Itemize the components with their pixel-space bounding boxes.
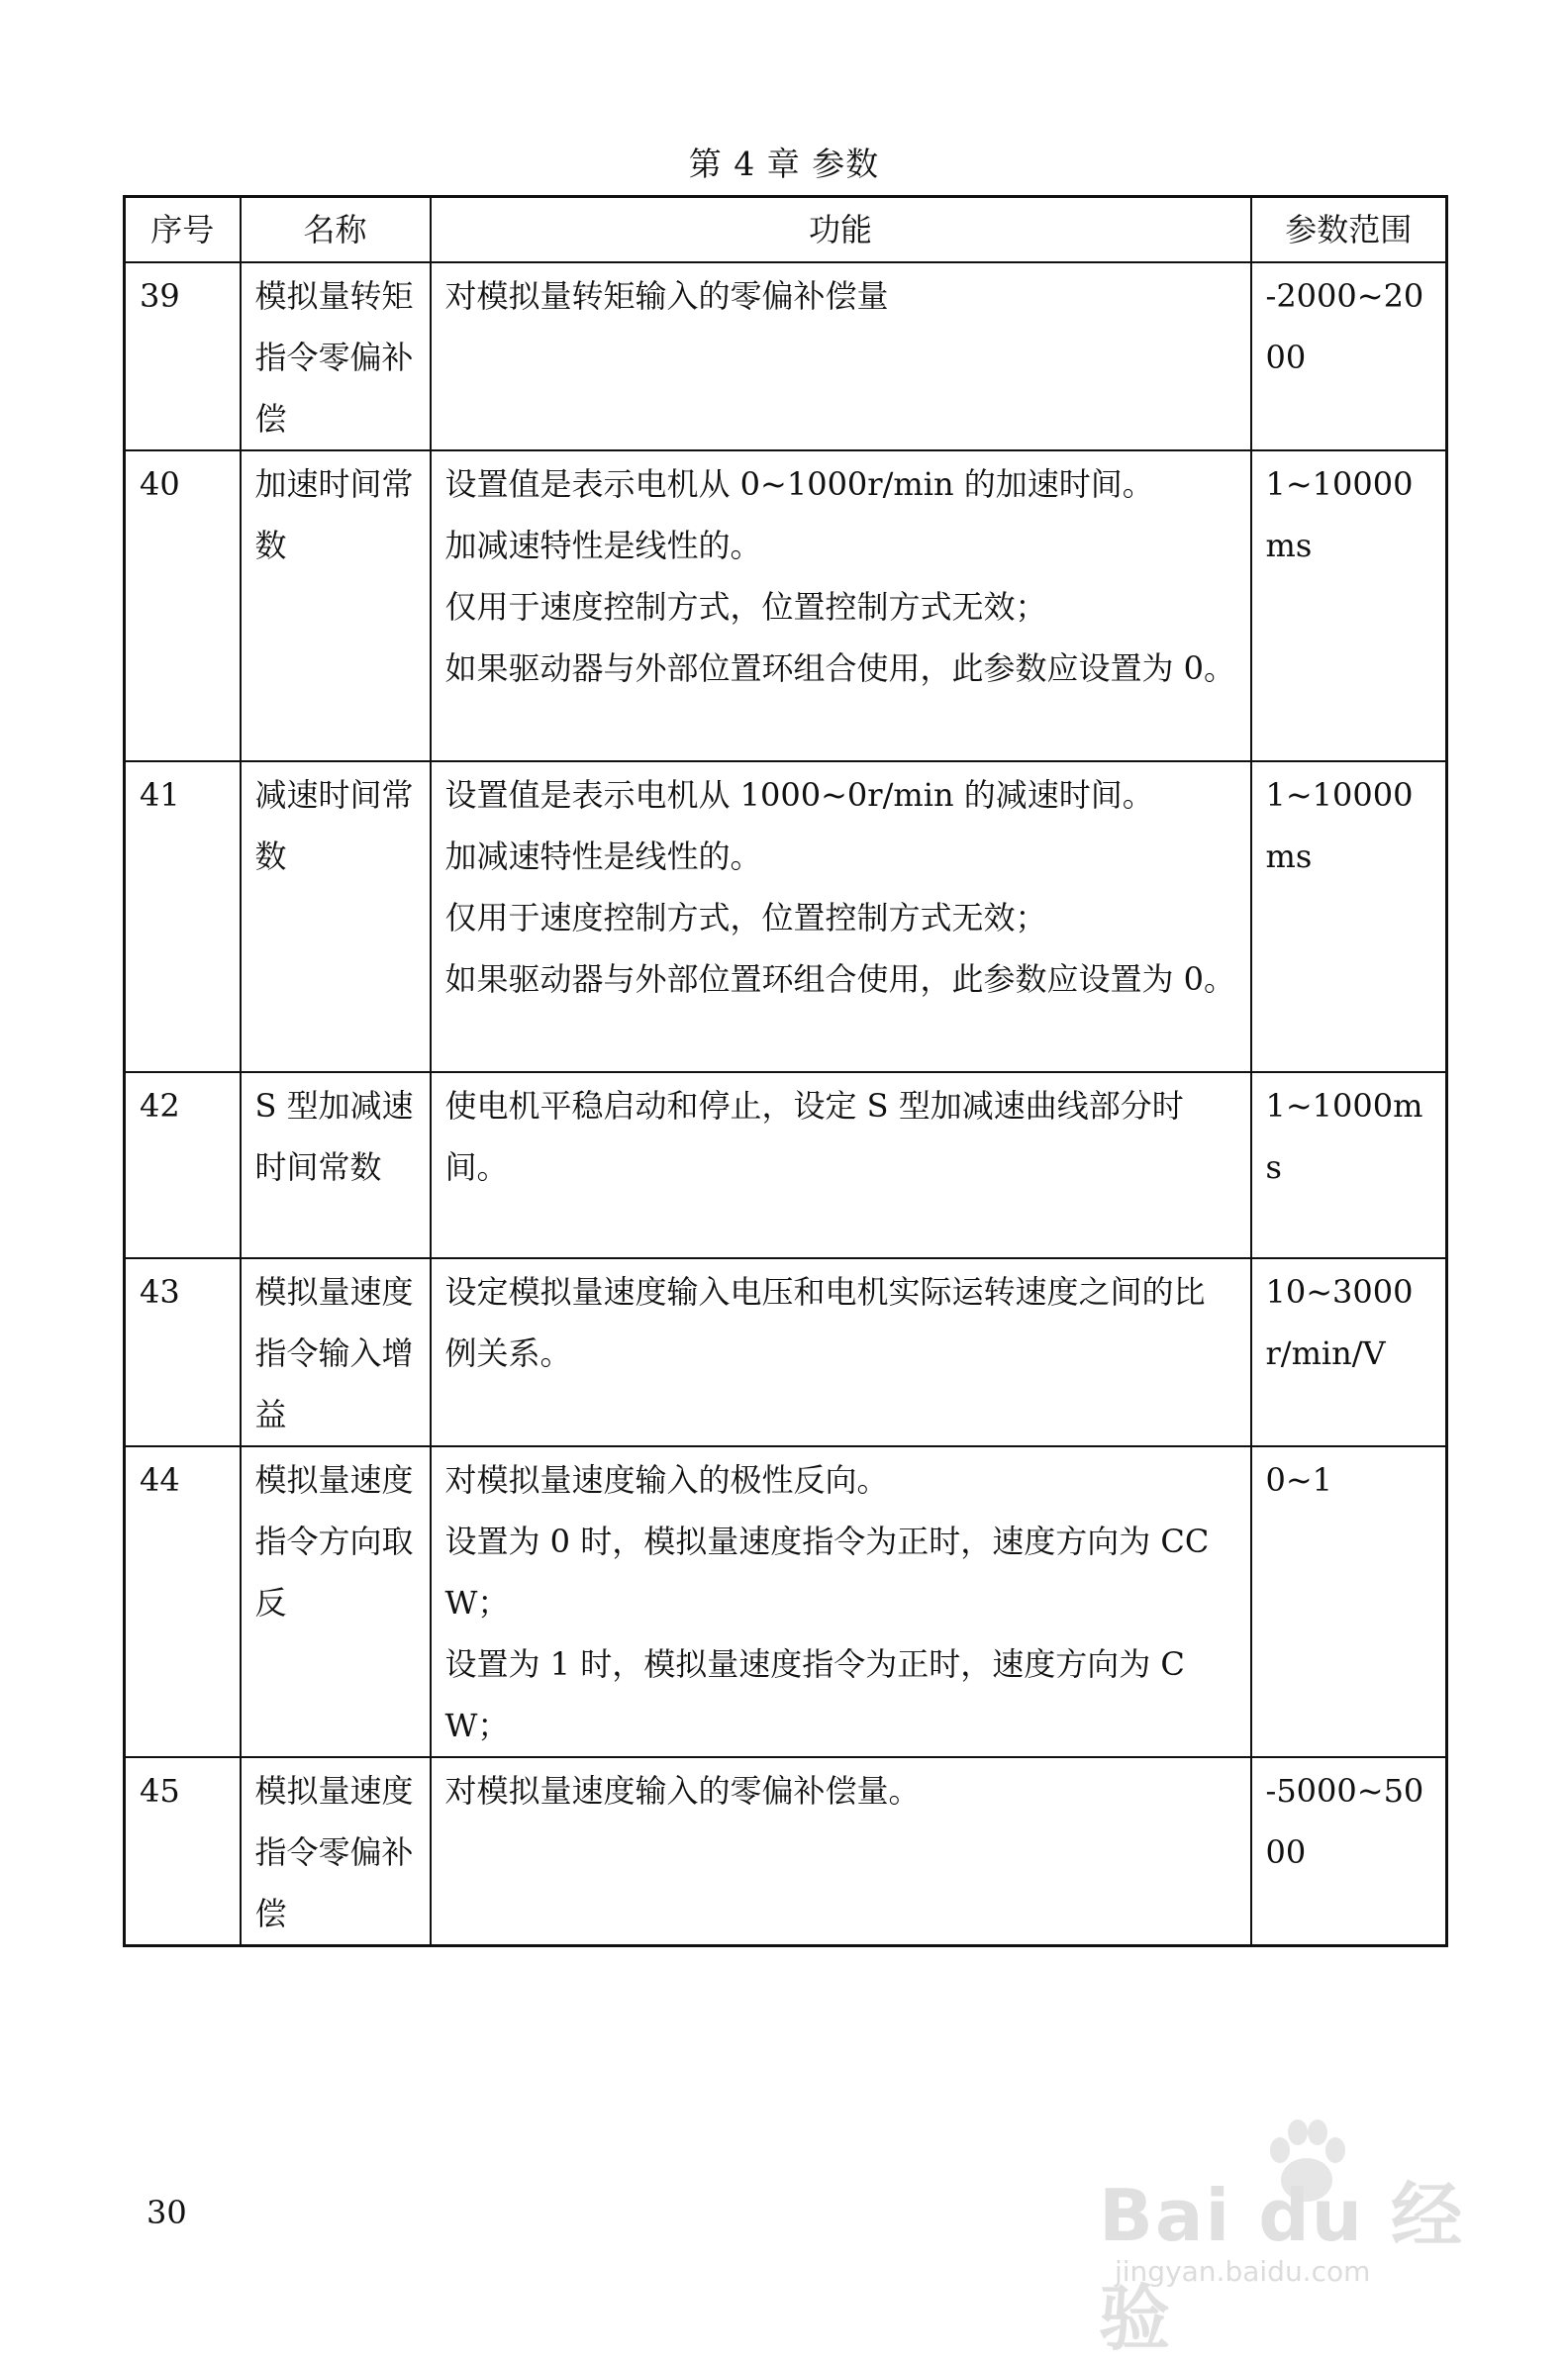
column-header-function: 功能 [431, 197, 1251, 263]
param-name: 模拟量速度指令方向取反 [241, 1446, 431, 1757]
function-line: 设置值是表示电机从 1000~0r/min 的减速时间。 [444, 776, 1154, 814]
param-number: 39 [125, 262, 241, 450]
param-name: 模拟量速度指令零偏补偿 [241, 1757, 431, 1946]
page-number: 30 [147, 2194, 187, 2231]
param-range: 1~1000ms [1251, 1072, 1447, 1258]
function-line: 加减速特性是线性的。 [444, 527, 762, 564]
function-line: 对模拟量速度输入的极性反向。 [444, 1461, 889, 1499]
param-function [431, 1258, 1251, 1446]
function-line: 加减速特性是线性的。 [444, 837, 762, 875]
param-number: 43 [125, 1258, 241, 1446]
function-line: 如果驱动器与外部位置环组合使用，此参数应设置为 0。 [444, 649, 1236, 687]
param-function [431, 450, 1251, 761]
param-range: 10~3000 r/min/V [1251, 1258, 1447, 1446]
function-line: 如果驱动器与外部位置环组合使用，此参数应设置为 0。 [444, 960, 1236, 998]
table-row [125, 1446, 1447, 1757]
param-number: 45 [125, 1757, 241, 1946]
param-name: 减速时间常数 [241, 761, 431, 1072]
param-function [431, 1757, 1251, 1946]
param-range: 1~10000 ms [1251, 761, 1447, 1072]
function-line: 对模拟量速度输入的零偏补偿量。 [444, 1772, 921, 1810]
param-number: 41 [125, 761, 241, 1072]
function-line: 设定模拟量速度输入电压和电机实际运转速度之间的比例关系。 [444, 1273, 1206, 1372]
table-row [125, 450, 1447, 761]
param-range: 1~10000 ms [1251, 450, 1447, 761]
table-row [125, 1072, 1447, 1258]
table-row [125, 262, 1447, 450]
column-header-range: 参数范围 [1251, 197, 1447, 263]
table-row [125, 1258, 1447, 1446]
param-number: 44 [125, 1446, 241, 1757]
table-header-row [125, 197, 1447, 263]
param-name: 模拟量转矩指令零偏补偿 [241, 262, 431, 450]
param-range: -2000~2000 [1251, 262, 1447, 450]
param-number: 42 [125, 1072, 241, 1258]
function-line: 使电机平稳启动和停止，设定 S 型加减速曲线部分时间。 [444, 1087, 1184, 1186]
function-line: 仅用于速度控制方式，位置控制方式无效； [444, 899, 1047, 936]
param-function [431, 761, 1251, 1072]
function-line: 仅用于速度控制方式，位置控制方式无效； [444, 588, 1047, 626]
function-line: 设置值是表示电机从 0~1000r/min 的加速时间。 [444, 465, 1154, 503]
column-header-num: 序号 [125, 197, 241, 263]
param-name: 加速时间常数 [241, 450, 431, 761]
table-row [125, 1757, 1447, 1946]
baidu-jingyan-watermark [1099, 2109, 1495, 2360]
param-function [431, 1446, 1251, 1757]
parameter-table [123, 195, 1448, 1947]
chapter-title: 第 4 章 参数 [688, 145, 880, 183]
param-function [431, 262, 1251, 450]
param-function [431, 1072, 1251, 1258]
param-number: 40 [125, 450, 241, 761]
function-line: 设置为 1 时，模拟量速度指令为正时，速度方向为 CW； [444, 1645, 1185, 1744]
function-line: 设置为 0 时，模拟量速度指令为正时，速度方向为 CCW； [444, 1523, 1210, 1622]
column-header-name: 名称 [241, 197, 431, 263]
function-line: 对模拟量转矩输入的零偏补偿量 [444, 277, 889, 315]
param-range: 0~1 [1251, 1446, 1447, 1757]
param-name: 模拟量速度指令输入增益 [241, 1258, 431, 1446]
watermark-url: jingyan.baidu.com [1115, 2255, 1371, 2288]
param-range: -5000~5000 [1251, 1757, 1447, 1946]
watermark-logo: Bai du 经验 [1099, 2174, 1465, 2360]
table-row [125, 761, 1447, 1072]
param-name: S 型加减速时间常数 [241, 1072, 431, 1258]
